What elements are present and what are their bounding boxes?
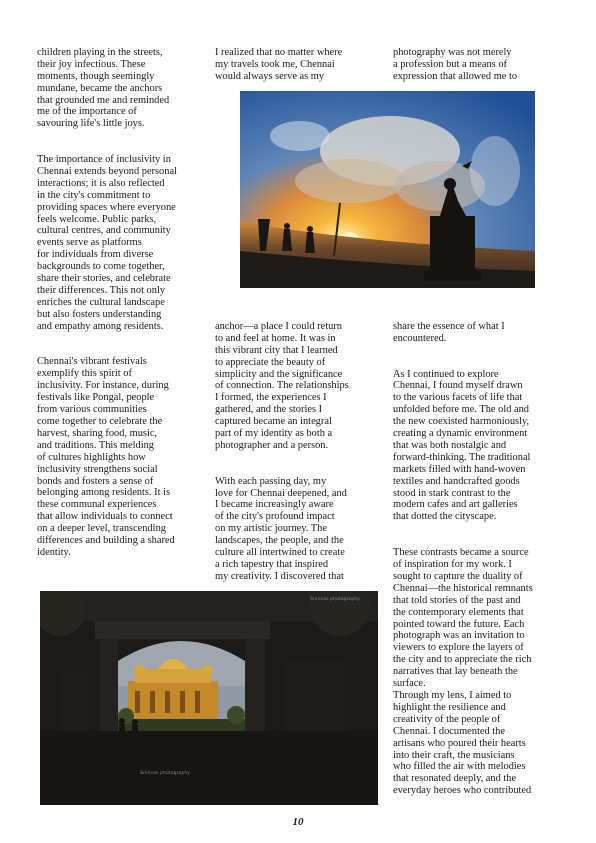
paragraph: I realized that no matter where my travels took me, Chennai would always serve as my [215, 46, 343, 82]
paragraph: With each passing day, my love for Chennai deepened, and I became increasingly aware of the city's profound impact on my artistic journey. The landscapes, the people, and the culture all intertwined to create a rich tapestry that inspired my creativity. I discovered that [215, 475, 347, 582]
paragraph: children playing in the streets, their joy infectious. These moments, though seemingly mundane, became the anchors that grounded me and reminded me of the importance of savouring life's little joys. [37, 46, 170, 130]
paragraph: photography was not merely a profession but a means of expression that allowed me to [393, 46, 518, 82]
temple-arch-photo [40, 591, 378, 805]
sunset-beach-photo [240, 91, 535, 288]
photo-watermark: Srinivas photography [310, 597, 361, 602]
paragraph: share the essence of what I encountered. [393, 320, 505, 344]
sunset-beach-illustration [240, 91, 535, 288]
middle-column-top [215, 35, 385, 95]
page-number: 10 [292, 816, 304, 828]
middle-column [215, 309, 385, 595]
paragraph: The importance of inclusivity in Chennai extends beyond personal interactions; it is also reflected in the city's commitment to providing spaces where everyone feels welcome. Public parks, cultural centres, and community events serve as platforms for individuals from diverse backgrounds to come together, share their stories, and celebrate their differences. This not only enriches the cultural landscape but also fosters understanding and empathy among residents. [37, 154, 177, 332]
right-column [393, 309, 569, 809]
paragraph: As I continued to explore Chennai, I found myself drawn to the various facets of life that unfolded before me. The old and the new coexisted harmoniously, creating a dynamic environment that was both nostalgic and forward-thinking. The traditional markets filled with hand-woven textiles and handcrafted goods stood in stark contrast to the modern cafes and art galleries that dotted the cityscape. [393, 368, 531, 523]
paragraph: Chennai's vibrant festivals exemplify this spirit of inclusivity. For instance, during festivals like Pongal, people from various communities come together to celebrate the harvest, sharing food, music, and traditions. This melding of cultures highlights how inclusivity strengthens social bonds and fosters a sense of belonging among residents. It is these communal experiences that allow individuals to connect on a deeper level, transcending differences and building a shared identity. [37, 356, 175, 558]
temple-through-arch-illustration [40, 591, 378, 805]
photo-watermark: Srinivas photography [140, 771, 191, 776]
paragraph: These contrasts became a source of inspiration for my work. I sought to capture the duality of Chennai—the historical remnants that told stories of the past and the contemporary elements that pointed toward the future. Each photograph was an invitation to viewers to explore the layers of the city and to appreciate the rich narratives that lay beneath the surface. Through my lens, I aimed to highlight the resilience and creativity of the people of Chennai. I documented the artisans who poured their hearts into their craft, the musicians who filled the air with melodies that resonated deeply, and the everyday heroes who contributed [393, 547, 533, 797]
right-column-top [393, 35, 568, 95]
left-column [37, 35, 207, 571]
paragraph: anchor—a place I could return to and feel at home. It was in this vibrant city that I learned to appreciate the beauty of simplicity and the significance of connection. The relationships I formed, the experiences I gathered, and the stories I captured became an integral part of my identity as both a photographer and a person. [215, 320, 349, 451]
